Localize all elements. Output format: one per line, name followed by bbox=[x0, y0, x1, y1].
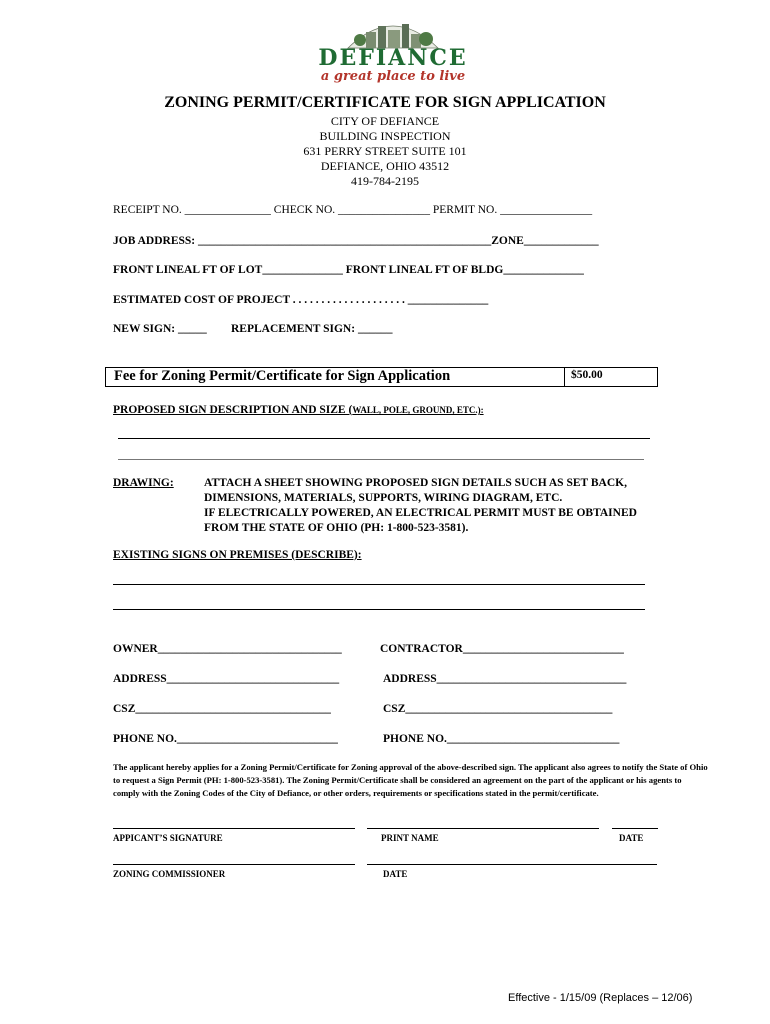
drawing-line-2: DIMENSIONS, MATERIALS, SUPPORTS, WIRING DIAGRAM, ETC. bbox=[204, 492, 563, 504]
estimated-cost-row[interactable]: ESTIMATED COST OF PROJECT . . . . . . . . . . . . . . . . . . . . ______________ bbox=[113, 294, 489, 306]
applicant-statement: The applicant hereby applies for a Zoning Permit/Certificate for Zoning approval of the above-described sign. The applicant also agrees to notify the State of Ohio to request a Sign Permit (PH: 1-800-523-3581). The Zoning Permit/Certificate shall be considered an agreement on the part of the applicant or his agents to comply with the Zoning Codes of the City of Defiance, or other orders, requirements or specifications stated in the permit/certificate. bbox=[113, 762, 708, 798]
address-line-5: 419-784-2195 bbox=[351, 174, 419, 188]
proposed-sign-heading bbox=[113, 404, 484, 416]
commissioner-label: ZONING COMMISSIONER bbox=[113, 869, 226, 879]
receipt-row[interactable]: RECEIPT NO. _______________ CHECK NO. ________________ PERMIT NO. ________________ bbox=[113, 204, 593, 216]
effective-date-footer: Effective - 1/15/09 (Replaces – 12/06) bbox=[508, 992, 693, 1004]
applicant-signature-line[interactable] bbox=[113, 828, 355, 829]
contractor-phone-field[interactable]: PHONE NO.______________________________ bbox=[383, 733, 620, 745]
commissioner-signature-line[interactable] bbox=[113, 864, 355, 865]
fee-label: Fee for Zoning Permit/Certificate for Sign Application bbox=[114, 368, 451, 384]
address-line-4: DEFIANCE, OHIO 43512 bbox=[320, 159, 450, 173]
fee-divider bbox=[564, 368, 565, 386]
owner-field[interactable]: OWNER________________________________ bbox=[113, 643, 342, 655]
proposed-line-1[interactable] bbox=[118, 438, 650, 439]
lineal-row[interactable]: FRONT LINEAL FT OF LOT______________ FRONT LINEAL FT OF BLDG______________ bbox=[113, 264, 584, 276]
address-line-1: CITY OF DEFIANCE bbox=[330, 114, 440, 128]
proposed-heading-main: PROPOSED SIGN DESCRIPTION AND SIZE ( bbox=[113, 404, 353, 416]
existing-line-2[interactable] bbox=[113, 609, 645, 610]
contractor-field[interactable]: CONTRACTOR____________________________ bbox=[380, 643, 624, 655]
drawing-line-4: FROM THE STATE OF OHIO (PH: 1-800-523-3581). bbox=[204, 522, 469, 534]
print-name-label: PRINT NAME bbox=[381, 833, 439, 843]
logo-name: DEFIANCE bbox=[318, 45, 468, 71]
page-title: ZONING PERMIT/CERTIFICATE FOR SIGN APPLICATION bbox=[164, 94, 606, 111]
print-name-line[interactable] bbox=[367, 828, 599, 829]
new-sign-field[interactable]: NEW SIGN: _____ bbox=[113, 323, 207, 335]
existing-line-1[interactable] bbox=[113, 584, 645, 585]
drawing-line-3: IF ELECTRICALLY POWERED, AN ELECTRICAL PERMIT MUST BE OBTAINED bbox=[204, 507, 637, 519]
owner-address-field[interactable]: ADDRESS______________________________ bbox=[113, 673, 340, 685]
owner-csz-field[interactable]: CSZ__________________________________ bbox=[113, 703, 331, 715]
job-address-row[interactable]: JOB ADDRESS: ___________________________________________________ZONE_____________ bbox=[113, 235, 599, 247]
proposed-heading-small: WALL, POLE, GROUND, ETC.): bbox=[352, 405, 484, 415]
contractor-csz-field[interactable]: CSZ____________________________________ bbox=[383, 703, 613, 715]
owner-phone-field[interactable]: PHONE NO.____________________________ bbox=[113, 733, 338, 745]
date-label-1: DATE bbox=[619, 833, 644, 843]
date-line-2[interactable] bbox=[367, 864, 657, 865]
drawing-line-1: ATTACH A SHEET SHOWING PROPOSED SIGN DETAILS SUCH AS SET BACK, bbox=[204, 477, 627, 489]
existing-signs-heading: EXISTING SIGNS ON PREMISES (DESCRIBE): bbox=[113, 549, 362, 561]
fee-box bbox=[105, 367, 658, 387]
proposed-line-2[interactable] bbox=[118, 459, 644, 460]
logo-tagline: a great place to live bbox=[320, 69, 466, 84]
address-line-2: BUILDING INSPECTION bbox=[319, 129, 451, 143]
date-label-2: DATE bbox=[383, 869, 408, 879]
applicant-signature-label: APPICANT’S SIGNATURE bbox=[113, 833, 223, 843]
drawing-label: DRAWING: bbox=[113, 477, 174, 489]
replacement-sign-field[interactable]: REPLACEMENT SIGN: ______ bbox=[231, 323, 393, 335]
contractor-address-field[interactable]: ADDRESS_________________________________ bbox=[383, 673, 627, 685]
date-line-1[interactable] bbox=[612, 828, 658, 829]
defiance-logo bbox=[318, 12, 468, 92]
address-line-3: 631 PERRY STREET SUITE 101 bbox=[303, 144, 467, 158]
fee-amount: $50.00 bbox=[571, 369, 603, 381]
